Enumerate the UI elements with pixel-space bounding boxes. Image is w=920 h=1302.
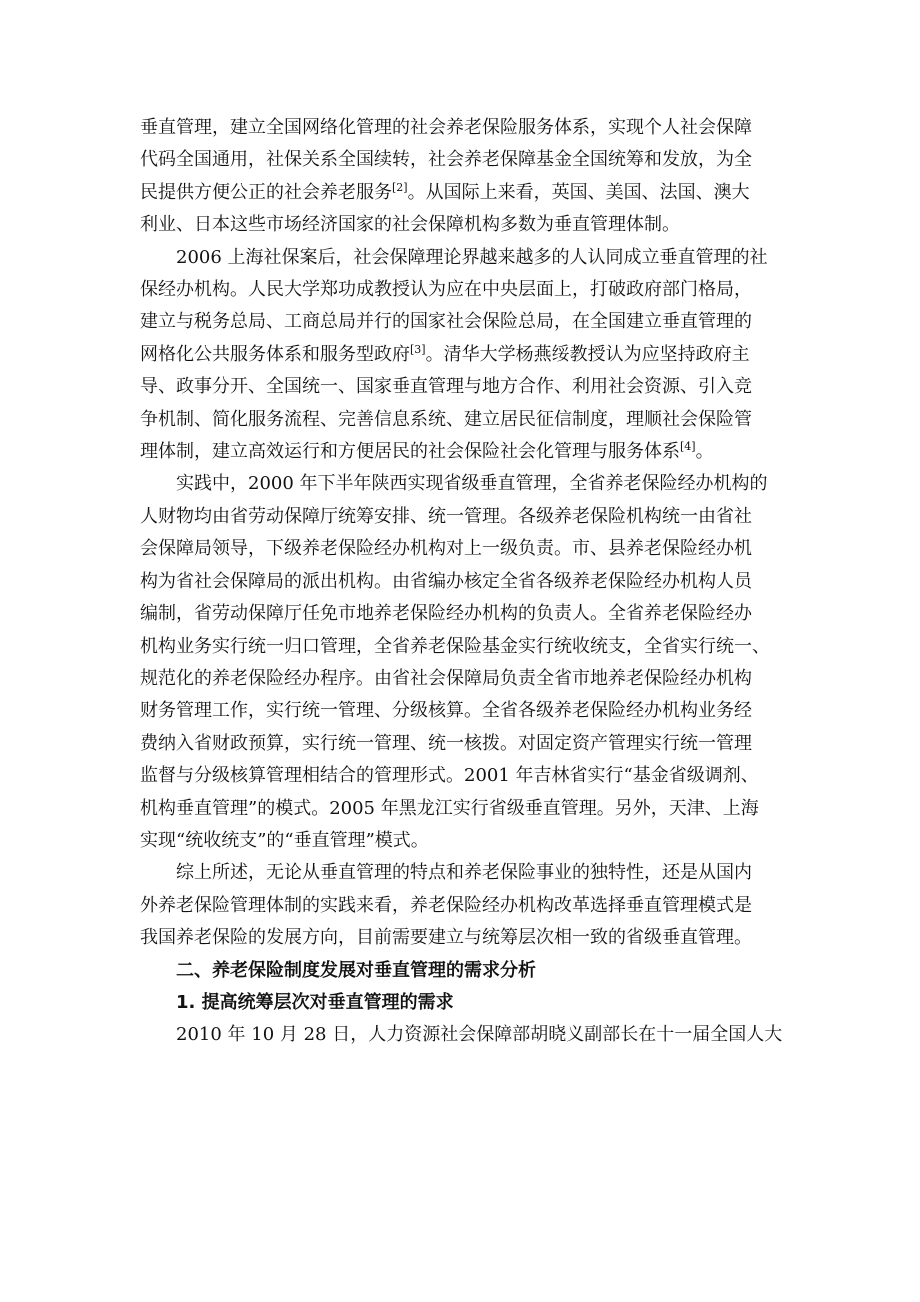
text-line: 网格化公共服务体系和服务型政府 xyxy=(140,343,410,365)
text-line: 争机制、简化服务流程、完善信息系统、建立居民征信制度，理顺社会保险管 xyxy=(140,408,752,430)
text-line: 。从国际上来看，英国、美国、法国、澳大 xyxy=(407,181,750,203)
text-line: 会保障局领导，下级养老保险经办机构对上一级负责。市、县养老保险经办机 xyxy=(140,538,752,560)
text-line: 理体制，建立高效运行和方便居民的社会保险社会化管理与服务体系 xyxy=(140,441,680,463)
text-line: 编制，省劳动保障厅任免市地养老保险经办机构的负责人。全省养老保险经办 xyxy=(140,603,752,625)
document-body xyxy=(140,112,790,1052)
text-line: 2010 年 10 月 28 日，人力资源社会保障部胡晓义副部长在十一届全国人大 xyxy=(176,1024,783,1046)
text-line: 。清华大学杨燕绥教授认为应坚持政府主 xyxy=(425,343,750,365)
citation-ref: [3] xyxy=(410,342,426,356)
text-line: 费纳入省财政预算，实行统一管理、统一核拨。对固定资产管理实行统一管理 xyxy=(140,732,752,754)
text-line: 人财物均由省劳动保障厅统筹安排、统一管理。各级养老保险机构统一由省社 xyxy=(140,505,752,527)
text-line: 实现“统收统支”的“垂直管理”模式。 xyxy=(140,829,429,851)
section-heading: 二、养老保险制度发展对垂直管理的需求分析 xyxy=(176,959,536,981)
text-line: 导、政事分开、全国统一、国家垂直管理与地方合作、利用社会资源、引入竞 xyxy=(140,376,752,398)
text-line: 实践中，2000 年下半年陕西实现省级垂直管理，全省养老保险经办机构的 xyxy=(176,473,768,495)
text-line: 。 xyxy=(695,441,714,463)
paragraph-1 xyxy=(140,112,790,242)
text-line: 机构业务实行统一归口管理，全省养老保险基金实行统收统支，全省实行统一、 xyxy=(140,635,770,657)
text-line: 民提供方便公正的社会养老服务 xyxy=(140,181,392,203)
text-line: 机构垂直管理”的模式。2005 年黑龙江实行省级垂直管理。另外，天津、上海 xyxy=(140,797,759,819)
text-line: 垂直管理，建立全国网络化管理的社会养老保险服务体系，实现个人社会保障 xyxy=(140,117,752,138)
text-line: 代码全国通用，社保关系全国续转，社会养老保障基金全国统筹和发放，为全 xyxy=(140,149,752,171)
paragraph-2 xyxy=(140,242,790,469)
text-line: 综上所述，无论从垂直管理的特点和养老保险事业的独特性，还是从国内 xyxy=(176,862,752,884)
paragraph-5 xyxy=(140,1019,790,1051)
text-line-with-ref xyxy=(140,436,790,468)
text-line-with-ref xyxy=(140,339,790,371)
paragraph-3 xyxy=(140,468,790,857)
text-line: 我国养老保险的发展方向，目前需要建立与统筹层次相一致的省级垂直管理。 xyxy=(140,927,752,949)
text-line: 构为省社会保障局的派出机构。由省编办核定全省各级养老保险经办机构人员 xyxy=(140,570,752,592)
text-line: 2006 上海社保案后，社会保障理论界越来越多的人认同成立垂直管理的社 xyxy=(176,246,768,268)
subsection-heading: 1. 提高统筹层次对垂直管理的需求 xyxy=(176,991,454,1013)
text-line: 建立与税务总局、工商总局并行的国家社会保险总局，在全国建立垂直管理的 xyxy=(140,311,752,333)
text-line: 外养老保险管理体制的实践来看，养老保险经办机构改革选择垂直管理模式是 xyxy=(140,894,752,916)
text-line: 监督与分级核算管理相结合的管理形式。2001 年吉林省实行“基金省级调剂、 xyxy=(140,765,759,787)
citation-ref: [2] xyxy=(392,180,408,194)
citation-ref: [4] xyxy=(680,440,696,454)
text-line: 规范化的养老保险经办程序。由省社会保障局负责全省市地养老保险经办机构 xyxy=(140,667,752,689)
paragraph-4 xyxy=(140,857,790,954)
text-line-with-ref xyxy=(140,177,790,209)
text-line: 利业、日本这些市场经济国家的社会保障机构多数为垂直管理体制。 xyxy=(140,214,680,236)
text-line: 财务管理工作，实行统一管理、分级核算。全省各级养老保险经办机构业务经 xyxy=(140,700,752,722)
text-line: 保经办机构。人民大学郑功成教授认为应在中央层面上，打破政府部门格局， xyxy=(140,279,752,301)
